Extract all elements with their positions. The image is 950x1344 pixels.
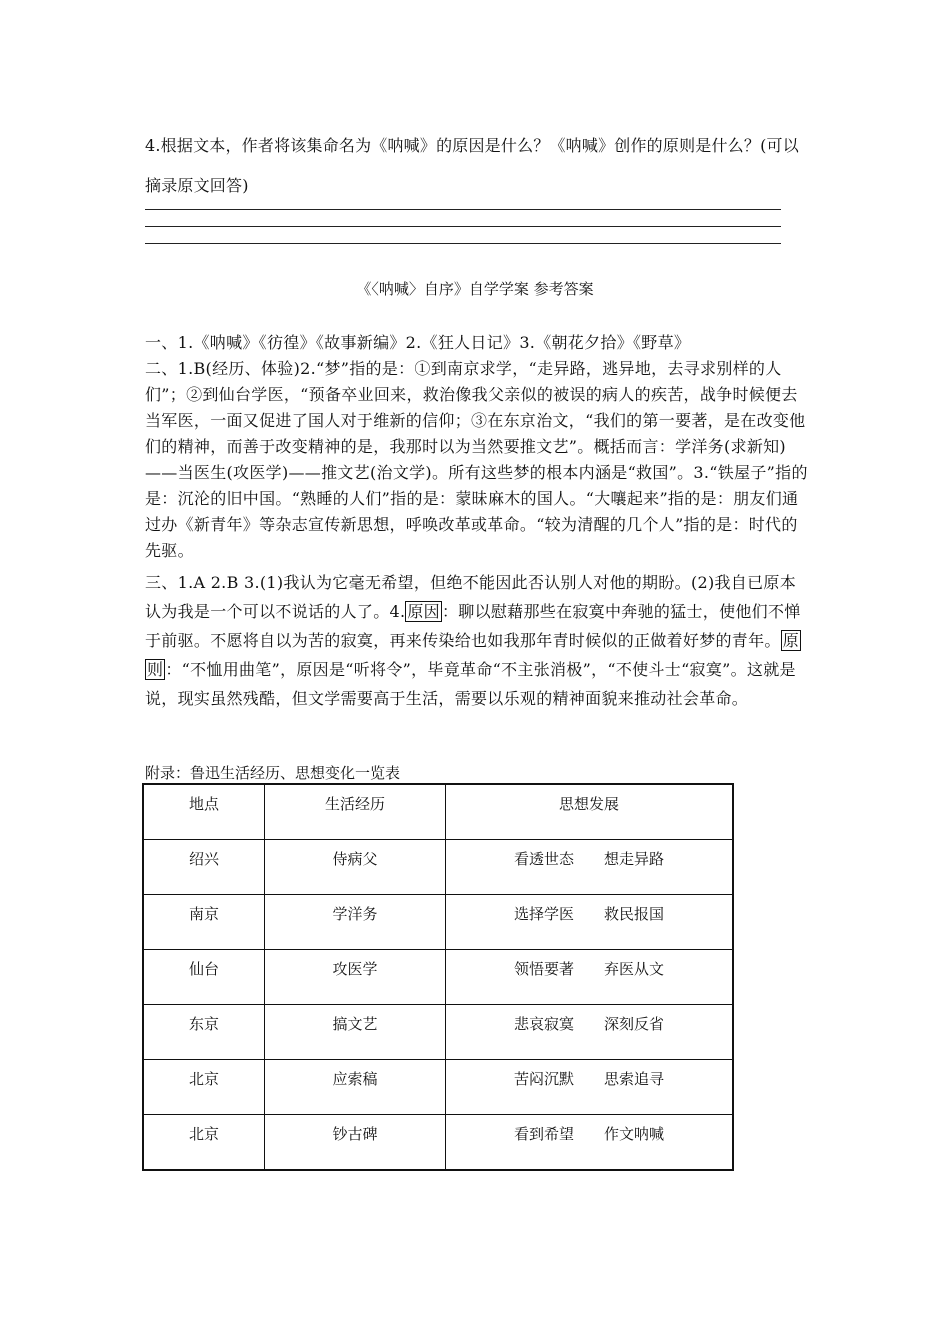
cell-experience: 钞古碑 bbox=[265, 1115, 446, 1171]
header-experience: 生活经历 bbox=[265, 784, 446, 840]
table-row bbox=[143, 950, 733, 1005]
table-row bbox=[143, 840, 733, 895]
answer-section-1: 一、1.《呐喊》《彷徨》《故事新编》2.《狂人日记》3.《朝花夕拾》《野草》 bbox=[145, 333, 691, 352]
table-header-row bbox=[143, 784, 733, 840]
header-place: 地点 bbox=[143, 784, 265, 840]
cell-experience: 搞文艺 bbox=[265, 1005, 446, 1060]
cell-experience: 侍病父 bbox=[265, 840, 446, 895]
header-thought: 思想发展 bbox=[446, 784, 734, 840]
principle-label-box-2: 则 bbox=[147, 660, 164, 679]
table-row bbox=[143, 1115, 733, 1171]
cell-experience: 学洋务 bbox=[265, 895, 446, 950]
answer-blank-line bbox=[145, 226, 781, 227]
cell-experience: 攻医学 bbox=[265, 950, 446, 1005]
reason-label-box: 原因 bbox=[407, 602, 440, 621]
answer-section-3 bbox=[145, 568, 810, 713]
cell-place: 北京 bbox=[143, 1115, 265, 1171]
cell-experience: 应索稿 bbox=[265, 1060, 446, 1115]
answer-section-3-part-a: 三、1.A 2.B 3.(1)我认为它毫无希望，但绝不能因此否认别人对他的期盼。(2)我自已原本认为我是一个可以不说话的人了。4. bbox=[145, 573, 797, 621]
cell-thought: 悲哀寂寞 深刻反省 bbox=[446, 1005, 734, 1060]
cell-place: 仙台 bbox=[143, 950, 265, 1005]
appendix-title: 附录：鲁迅生活经历、思想变化一览表 bbox=[145, 764, 401, 782]
cell-thought: 领悟要著 弃医从文 bbox=[446, 950, 734, 1005]
cell-thought: 看到希望 作文呐喊 bbox=[446, 1115, 734, 1171]
table-row bbox=[143, 1060, 733, 1115]
table-row bbox=[143, 895, 733, 950]
answer-blank-line bbox=[145, 209, 781, 210]
answer-section-3-part-b: ：聊以慰藉那些在寂寞中奔驰的猛士，使他们不惮于前驱。不愿将自以为苦的寂寞，再来传染给也如我那年青时候似的正做着好梦的青年。 bbox=[145, 602, 801, 650]
question-4: 4.根据文本，作者将该集命名为《呐喊》的原因是什么？《呐喊》创作的原则是什么？(可以摘录原文回答) bbox=[145, 136, 799, 195]
answer-section-2: 二、1.B(经历、体验)2.“梦”指的是：①到南京求学，“走异路，逃异地，去寻求别样的人们”；②到仙台学医，“预备卒业回来，救治像我父亲似的被误的病人的疾苦，战争时候便去当军医，一面又促进了国人对于维新的信仰；③在东京治文，“我们的第一要著，是在改变他们的精神，而善于改变精神的是，我那时以为当然要推文艺”。概括而言：学洋务(求新知)——当医生(攻医学)——推文艺(治文学)。所有这些梦的根本内涵是“救国”。3.“铁屋子”指的是：沉沦的旧中国。“熟睡的人们”指的是：蒙昧麻木的国人。“大嚷起来”指的是：朋友们通过办《新青年》等杂志宣传新思想，呼唤改革或革命。“较为清醒的几个人”指的是：时代的先驱。 bbox=[145, 359, 808, 560]
cell-thought: 看透世态 想走异路 bbox=[446, 840, 734, 895]
cell-thought: 选择学医 救民报国 bbox=[446, 895, 734, 950]
answer-key-body bbox=[145, 330, 810, 713]
cell-thought: 苦闷沉默 思索追寻 bbox=[446, 1060, 734, 1115]
cell-place: 绍兴 bbox=[143, 840, 265, 895]
answer-key-title: 《〈呐喊〉自序》自学学案 参考答案 bbox=[356, 280, 594, 298]
answer-blank-line bbox=[145, 243, 781, 244]
principle-label-box-1: 原 bbox=[782, 631, 800, 650]
table-row bbox=[143, 1005, 733, 1060]
appendix-table bbox=[142, 783, 734, 1171]
cell-place: 南京 bbox=[143, 895, 265, 950]
cell-place: 东京 bbox=[143, 1005, 265, 1060]
cell-place: 北京 bbox=[143, 1060, 265, 1115]
answer-section-3-part-c: ：“不恤用曲笔”，原因是“听将令”，毕竟革命“不主张消极”，“不使斗士“寂寞”。这就是说，现实虽然残酷，但文学需要高于生活，需要以乐观的精神面貌来推动社会革命。 bbox=[145, 660, 796, 708]
